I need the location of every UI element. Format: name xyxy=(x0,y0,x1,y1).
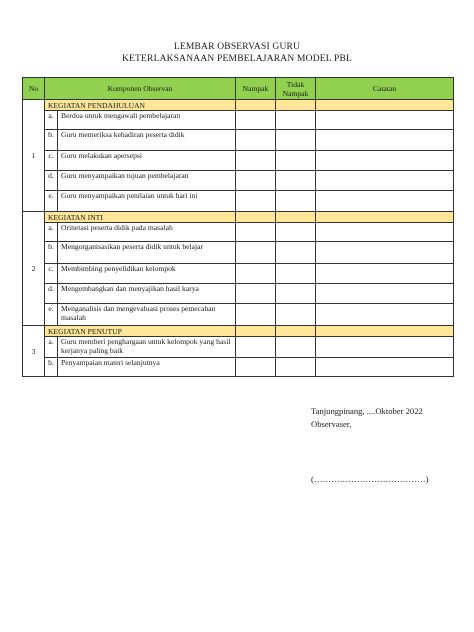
catatan-cell[interactable] xyxy=(316,242,454,264)
nampak-cell[interactable] xyxy=(236,151,276,171)
tidak-nampak-cell[interactable] xyxy=(276,130,316,151)
item-text: Guru memeriksa kehadiran peserta didik xyxy=(58,130,236,151)
document-subtitle: KETERLAKSANAAN PEMBELAJARAN MODEL PBL xyxy=(121,54,353,64)
item-letter: a. xyxy=(45,337,58,358)
section-row-inti xyxy=(23,212,454,223)
nampak-cell[interactable] xyxy=(236,304,276,326)
item-letter: c. xyxy=(45,264,58,284)
nampak-cell[interactable] xyxy=(236,111,276,130)
table-row xyxy=(23,264,454,284)
tidak-nampak-cell[interactable] xyxy=(276,337,316,358)
section-title: KEGIATAN INTI xyxy=(45,212,236,223)
item-text: Mengorganisasikan peserta didik untuk belajar xyxy=(58,242,236,264)
table-row xyxy=(23,130,454,151)
item-text: Guru memberi penghargaan untuk kelompok yang hasil kerjanya paling baik xyxy=(58,337,236,358)
item-letter: e. xyxy=(45,304,58,326)
item-letter: b. xyxy=(45,242,58,264)
item-text: Membimbing penyelidikan kelompok xyxy=(58,264,236,284)
table-row xyxy=(23,304,454,326)
table-row xyxy=(23,284,454,304)
table-row xyxy=(23,358,454,377)
nampak-cell[interactable] xyxy=(236,223,276,242)
item-letter: c. xyxy=(45,151,58,171)
nampak-cell[interactable] xyxy=(236,191,276,212)
nampak-cell[interactable] xyxy=(236,337,276,358)
nampak-cell[interactable] xyxy=(236,284,276,304)
catatan-cell[interactable] xyxy=(316,111,454,130)
item-letter: b. xyxy=(45,358,58,377)
item-letter: b. xyxy=(45,130,58,151)
tidak-nampak-cell[interactable] xyxy=(276,171,316,191)
header-tidak-nampak: Tidak Nampak xyxy=(276,78,316,100)
section-title: KEGIATAN PENUTUP xyxy=(45,326,236,337)
item-text: Guru menyampaikan tujuan pembelajaran xyxy=(58,171,236,191)
item-letter: e. xyxy=(45,191,58,212)
header-komponen: Komponen Observan xyxy=(45,78,236,100)
table-row xyxy=(23,171,454,191)
item-text: Menganalisis dan mengevaluasi proses pemecahan masalah xyxy=(58,304,236,326)
tidak-nampak-cell[interactable] xyxy=(276,111,316,130)
item-letter: a. xyxy=(45,111,58,130)
section-row-penutup xyxy=(23,326,454,337)
item-text: Mengembangkan dan menyajikan hasil karya xyxy=(58,284,236,304)
tidak-nampak-cell[interactable] xyxy=(276,151,316,171)
tidak-nampak-cell[interactable] xyxy=(276,191,316,212)
table-row xyxy=(23,151,454,171)
catatan-cell[interactable] xyxy=(316,223,454,242)
nampak-cell[interactable] xyxy=(236,130,276,151)
tidak-nampak-cell[interactable] xyxy=(276,284,316,304)
catatan-cell[interactable] xyxy=(316,264,454,284)
item-text: Berdoa untuk mengawali pembelajaran xyxy=(58,111,236,130)
catatan-cell[interactable] xyxy=(316,171,454,191)
catatan-cell[interactable] xyxy=(316,191,454,212)
catatan-cell[interactable] xyxy=(316,358,454,377)
header-nampak: Nampak xyxy=(236,78,276,100)
section-title: KEGIATAN PENDAHULUAN xyxy=(45,100,236,111)
header-no: No xyxy=(23,78,45,100)
item-letter: a. xyxy=(45,223,58,242)
signature-role: Observaser, xyxy=(311,419,352,429)
tidak-nampak-cell[interactable] xyxy=(276,223,316,242)
signature-name-placeholder: (…………………………………) xyxy=(311,474,429,484)
row-number: 2 xyxy=(23,212,45,326)
item-letter: d. xyxy=(45,284,58,304)
table-row xyxy=(23,242,454,264)
section-row-pendahuluan xyxy=(23,100,454,111)
tidak-nampak-cell[interactable] xyxy=(276,242,316,264)
item-text: Guru menyampaikan penilaian untuk hari ini xyxy=(58,191,236,212)
catatan-cell[interactable] xyxy=(316,130,454,151)
document-title: LEMBAR OBSERVASI GURU xyxy=(173,42,301,52)
tidak-nampak-cell[interactable] xyxy=(276,264,316,284)
signature-place-date: Tanjungpinang, ....Oktober 2022 xyxy=(311,406,423,416)
nampak-cell[interactable] xyxy=(236,358,276,377)
table-row xyxy=(23,337,454,358)
nampak-cell[interactable] xyxy=(236,264,276,284)
row-number: 3 xyxy=(23,326,45,377)
nampak-cell[interactable] xyxy=(236,242,276,264)
item-text: Guru melakukan apersepsi xyxy=(58,151,236,171)
table-row xyxy=(23,191,454,212)
item-text: Orinetasi peserta didik pada masalah xyxy=(58,223,236,242)
table-row xyxy=(23,111,454,130)
observation-table xyxy=(22,77,454,377)
table-row xyxy=(23,223,454,242)
catatan-cell[interactable] xyxy=(316,304,454,326)
row-number: 1 xyxy=(23,100,45,212)
item-letter: d. xyxy=(45,171,58,191)
tidak-nampak-cell[interactable] xyxy=(276,304,316,326)
table-header-row xyxy=(23,78,454,100)
catatan-cell[interactable] xyxy=(316,284,454,304)
catatan-cell[interactable] xyxy=(316,337,454,358)
tidak-nampak-cell[interactable] xyxy=(276,358,316,377)
item-text: Penyampaian materi selanjutnya xyxy=(58,358,236,377)
nampak-cell[interactable] xyxy=(236,171,276,191)
header-catatan: Catatan xyxy=(316,78,454,100)
catatan-cell[interactable] xyxy=(316,151,454,171)
